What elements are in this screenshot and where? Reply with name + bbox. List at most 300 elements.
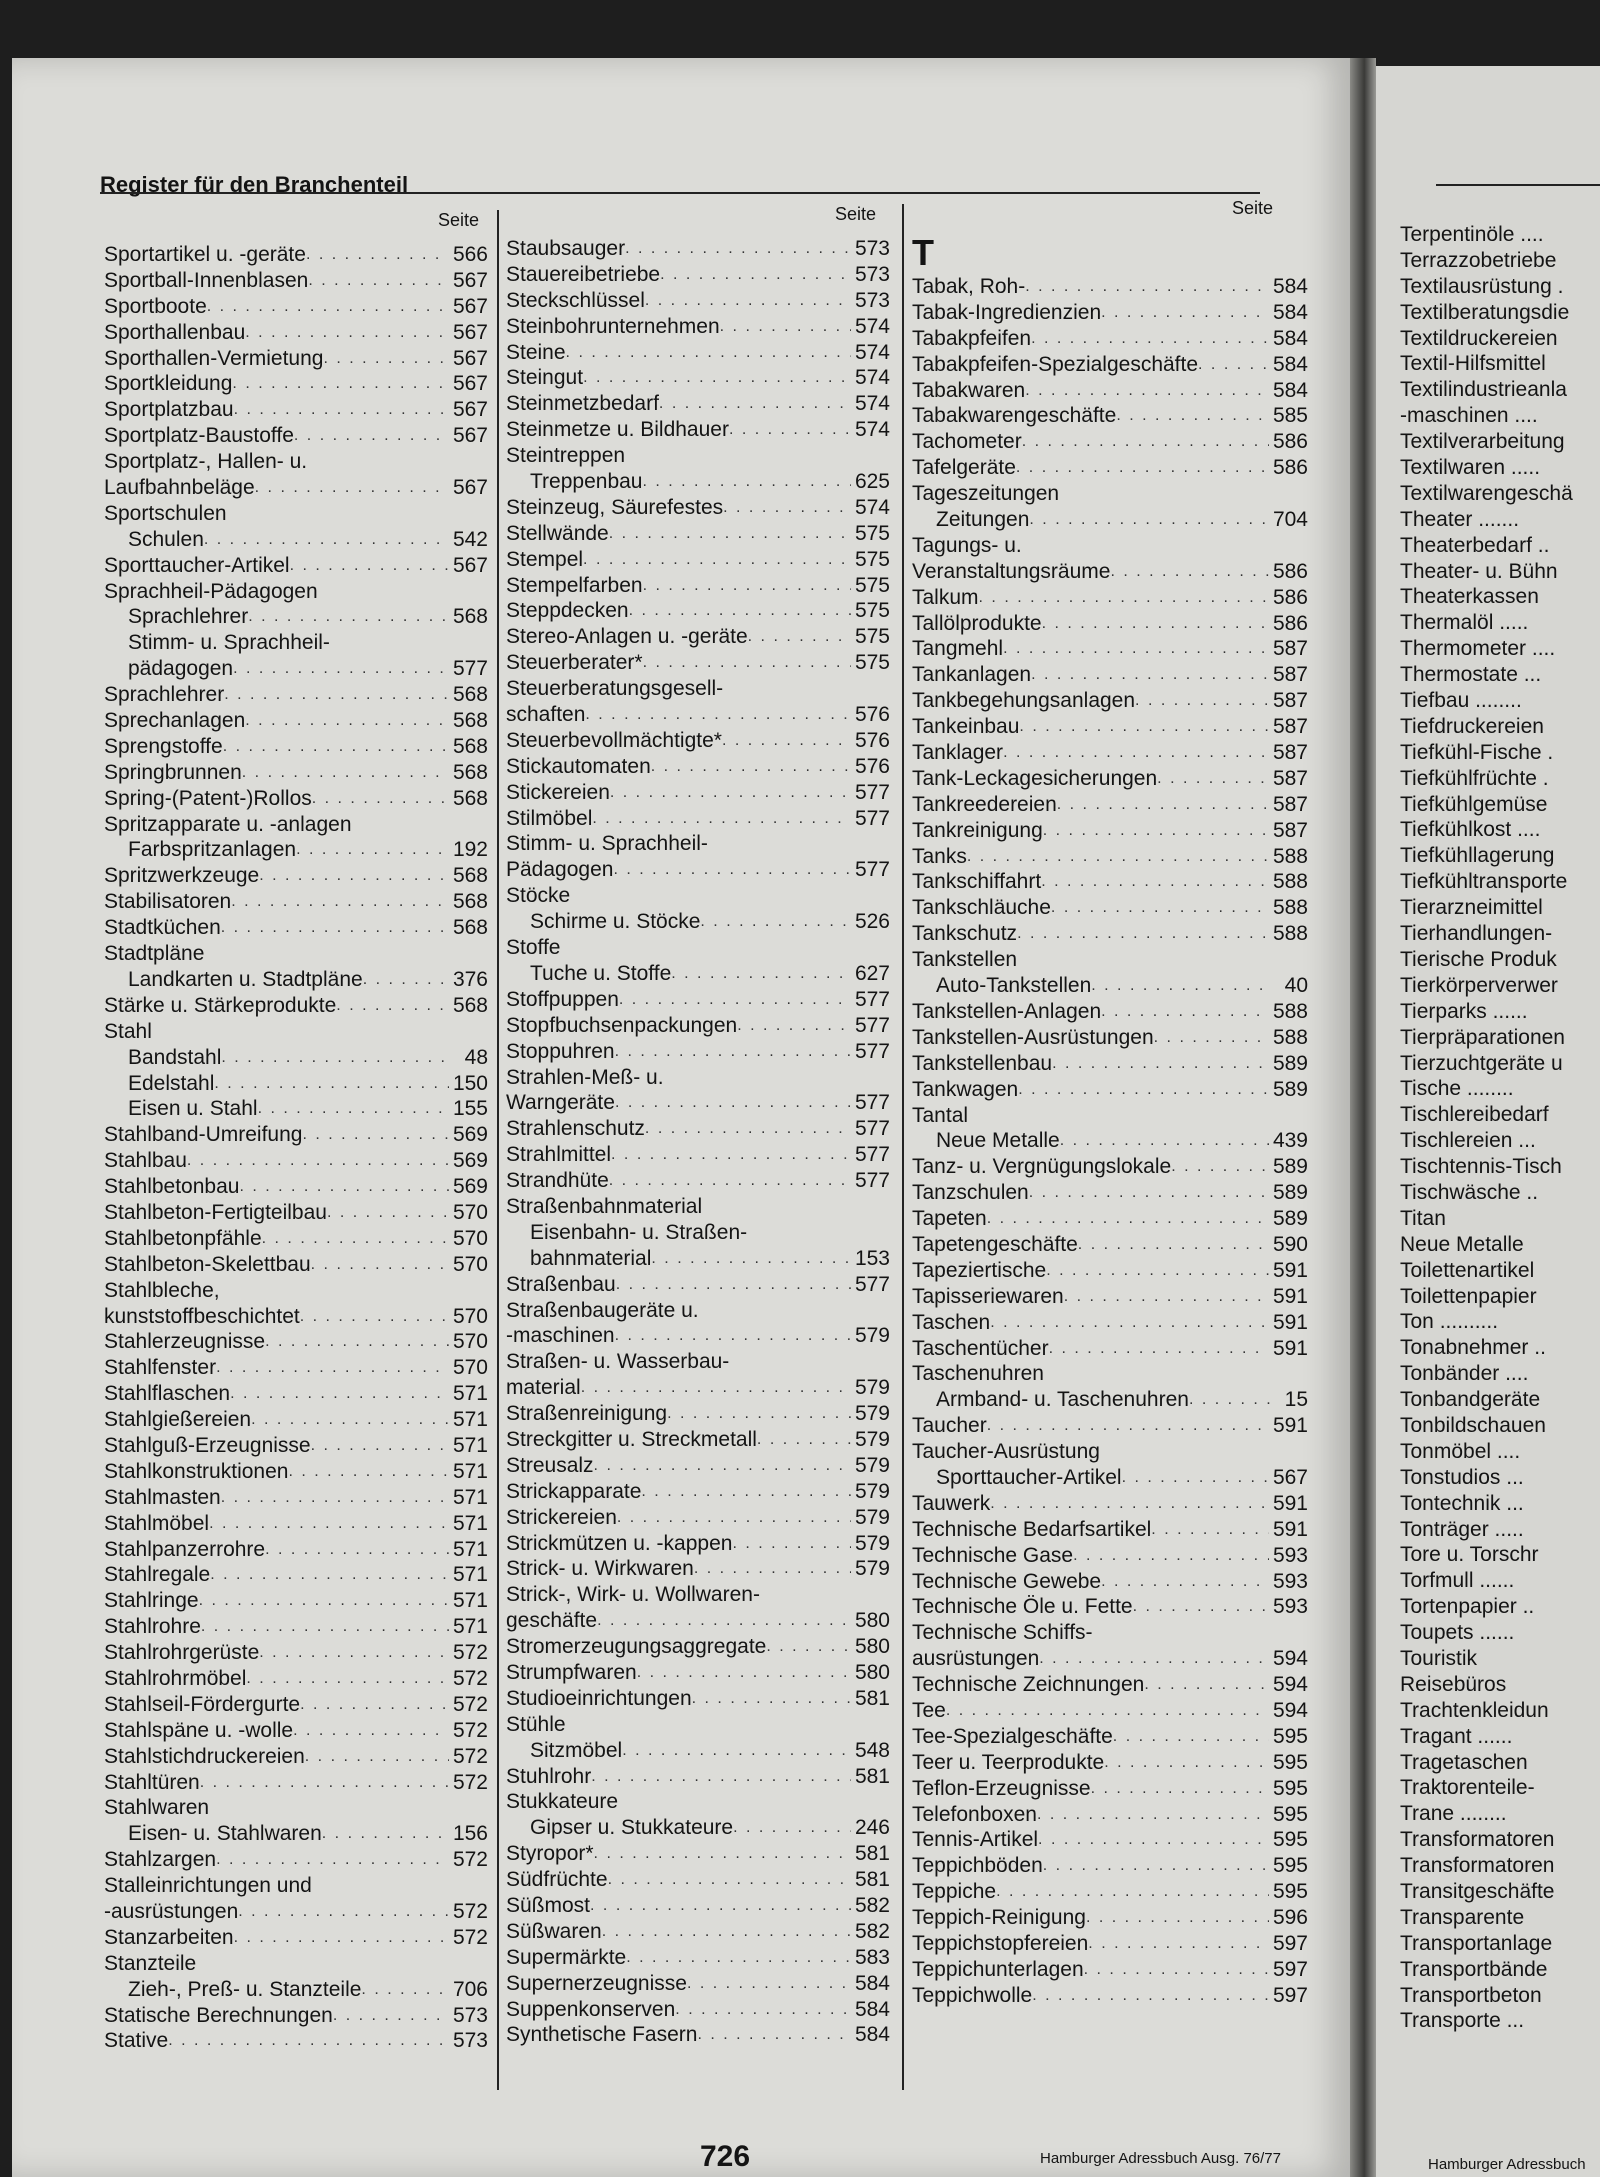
- entry-label: Stahlbeton-Skelettbau: [104, 1252, 311, 1276]
- dot-leader: [302, 1122, 449, 1148]
- entry-page-number: 577: [452, 657, 488, 681]
- index-entry: [104, 1122, 488, 1148]
- entry-page-number: 585: [1272, 404, 1308, 428]
- index-entry: [912, 1827, 1308, 1853]
- entry-page-number: 595: [1272, 1828, 1308, 1852]
- entry-label: Steuerberater*: [506, 651, 643, 675]
- next-page-entry: Traktorenteile-: [1400, 1776, 1535, 1800]
- next-page-entry: Tore u. Torschr: [1400, 1543, 1539, 1567]
- dot-leader: [255, 475, 449, 501]
- dot-leader: [336, 993, 449, 1019]
- entry-label: Sportplatz-Baustoffe: [104, 424, 294, 448]
- index-entry: [506, 443, 890, 469]
- dot-leader: [615, 1323, 851, 1349]
- dot-leader: [616, 1272, 851, 1298]
- dot-leader: [987, 1206, 1269, 1232]
- dot-leader: [1049, 1336, 1269, 1362]
- index-entry: [506, 883, 890, 909]
- index-entry: [912, 1879, 1308, 1905]
- entry-label: schaften: [506, 703, 586, 727]
- dot-leader: [1104, 1750, 1269, 1776]
- dot-leader: [1101, 300, 1269, 326]
- entry-page-number: 153: [854, 1246, 890, 1270]
- entry-page-number: 579: [854, 1402, 890, 1426]
- entry-page-number: 581: [854, 1842, 890, 1866]
- index-entry: [912, 1232, 1308, 1258]
- dot-leader: [1101, 999, 1269, 1025]
- entry-label: Tankbegehungsanlagen: [912, 689, 1136, 713]
- seite-label-col1: Seite: [438, 210, 480, 230]
- entry-label: Steintreppen: [506, 444, 626, 468]
- entry-page-number: 571: [452, 1615, 488, 1639]
- dot-leader: [1019, 714, 1269, 740]
- entry-label: Strahlmittel: [506, 1143, 612, 1167]
- entry-label: Stahlbetonpfähle: [104, 1226, 262, 1250]
- entry-label: Stahlspäne u. -wolle: [104, 1718, 294, 1742]
- entry-page-number: 570: [452, 1200, 488, 1224]
- entry-page-number: 568: [452, 760, 488, 784]
- entry-label: Tabakpfeifen-Spezialgeschäfte: [912, 352, 1199, 376]
- dot-leader: [1032, 1983, 1269, 2009]
- dot-leader: [323, 346, 448, 372]
- dot-leader: [327, 1200, 449, 1226]
- entry-page-number: 573: [452, 2029, 488, 2053]
- index-entry: [104, 967, 488, 993]
- index-entry: [506, 702, 890, 728]
- entry-page-number: 567: [452, 346, 488, 370]
- index-entry: [506, 1116, 890, 1142]
- entry-page-number: 587: [1272, 792, 1308, 816]
- entry-label: Taucher-Ausrüstung: [912, 1440, 1100, 1464]
- dot-leader: [259, 1640, 449, 1666]
- entry-page-number: 576: [854, 728, 890, 752]
- entry-page-number: 593: [1272, 1543, 1308, 1567]
- index-entry: [506, 1401, 890, 1427]
- next-page-entry: Tischwäsche ..: [1400, 1180, 1539, 1204]
- index-entry: [104, 1640, 488, 1666]
- entry-label: Straßen- u. Wasserbau-: [506, 1350, 730, 1374]
- index-entry: [912, 1517, 1308, 1543]
- entry-label: Tapeziertische: [912, 1258, 1047, 1282]
- entry-page-number: 580: [854, 1609, 890, 1633]
- entry-page-number: 155: [452, 1097, 488, 1121]
- entry-label: Supermärkte: [506, 1945, 627, 1969]
- entry-label: Neue Metalle: [936, 1129, 1060, 1153]
- next-page-entry: Tonabnehmer ..: [1400, 1336, 1546, 1360]
- dot-leader: [597, 1608, 851, 1634]
- entry-label: pädagogen: [128, 657, 234, 681]
- entry-page-number: 575: [854, 547, 890, 571]
- entry-page-number: 584: [1272, 326, 1308, 350]
- entry-label: Stahlzargen: [104, 1848, 217, 1872]
- entry-page-number: 567: [452, 553, 488, 577]
- next-page-entry: Tonträger .....: [1400, 1517, 1524, 1541]
- next-page-entry: Toilettenartikel: [1400, 1258, 1535, 1282]
- dot-leader: [692, 1686, 851, 1712]
- entry-label: Spritzapparate u. -anlagen: [104, 812, 352, 836]
- dot-leader: [245, 320, 449, 346]
- entry-page-number: 587: [1272, 818, 1308, 842]
- column-divider-1: [497, 210, 499, 2090]
- entry-page-number: 571: [452, 1382, 488, 1406]
- entry-label: Eisenbahn- u. Straßen-: [530, 1220, 748, 1244]
- dot-leader: [615, 1039, 851, 1065]
- index-entry: [506, 1272, 890, 1298]
- next-page-entry: Textilindustrieanla: [1400, 378, 1567, 402]
- index-entry: [912, 973, 1308, 999]
- entry-label: Tanzschulen: [912, 1181, 1029, 1205]
- dot-leader: [204, 527, 449, 553]
- dot-leader: [694, 1556, 851, 1582]
- dot-leader: [1135, 688, 1269, 714]
- next-page-entry: Trane ........: [1400, 1802, 1507, 1826]
- index-entry: [506, 1971, 890, 1997]
- entry-label: Veranstaltungsräume: [912, 559, 1111, 583]
- entry-label: Tanks: [912, 844, 967, 868]
- entry-label: Taucher: [912, 1414, 987, 1438]
- index-entry: [912, 481, 1308, 507]
- entry-page-number: 591: [1272, 1414, 1308, 1438]
- entry-page-number: 595: [1272, 1724, 1308, 1748]
- index-entry: [912, 1051, 1308, 1077]
- index-entry: [104, 1873, 488, 1899]
- dot-leader: [239, 1174, 448, 1200]
- index-entry: [104, 449, 488, 475]
- entry-label: Studioeinrichtungen: [506, 1686, 692, 1710]
- index-entry: [912, 921, 1308, 947]
- dot-leader: [619, 987, 851, 1013]
- dot-leader: [1091, 973, 1270, 999]
- entry-page-number: 150: [452, 1071, 488, 1095]
- next-page-entry: Tierarzneimittel: [1400, 896, 1543, 920]
- index-entry: [506, 1867, 890, 1893]
- entry-page-number: 574: [854, 314, 890, 338]
- entry-page-number: 574: [854, 340, 890, 364]
- index-entry: [104, 760, 488, 786]
- index-entry: [506, 1479, 890, 1505]
- entry-label: Tagungs- u.: [912, 533, 1022, 557]
- entry-page-number: 574: [854, 495, 890, 519]
- entry-label: Straßenbau: [506, 1272, 616, 1296]
- index-entry: [506, 831, 890, 857]
- next-page-entry: Thermostate ...: [1400, 663, 1542, 687]
- entry-page-number: 568: [452, 993, 488, 1017]
- index-entry: [912, 1905, 1308, 1931]
- index-entry: [104, 2028, 488, 2054]
- entry-label: Stahlringe: [104, 1589, 199, 1613]
- next-page-entry: Tiefkühl-Fische .: [1400, 740, 1554, 764]
- entry-label: Tuche u. Stoffe: [530, 961, 672, 985]
- dot-leader: [592, 806, 851, 832]
- dot-leader: [651, 1246, 851, 1272]
- entry-label: Talkum: [912, 585, 979, 609]
- entry-page-number: 586: [1272, 456, 1308, 480]
- index-entry: [912, 1491, 1308, 1517]
- entry-page-number: 542: [452, 527, 488, 551]
- entry-label: Tangmehl: [912, 637, 1004, 661]
- next-page-entry: Textilwaren .....: [1400, 456, 1541, 480]
- index-entry: [912, 1957, 1308, 1983]
- entry-page-number: 587: [1272, 766, 1308, 790]
- dot-leader: [733, 1815, 851, 1841]
- entry-label: Tachometer: [912, 430, 1022, 454]
- dot-leader: [1025, 274, 1269, 300]
- dot-leader: [651, 754, 851, 780]
- index-entry: [104, 837, 488, 863]
- dot-leader: [308, 268, 449, 294]
- entry-page-number: 577: [854, 1013, 890, 1037]
- dot-leader: [216, 1847, 449, 1873]
- next-page-entry: Theaterkassen: [1400, 585, 1539, 609]
- dot-leader: [1073, 1543, 1269, 1569]
- entry-label: Steuerbevollmächtigte*: [506, 728, 722, 752]
- entry-label: Tee: [912, 1698, 946, 1722]
- dot-leader: [259, 863, 449, 889]
- next-page-entry: Tierische Produk: [1400, 947, 1557, 971]
- next-page-entry: Tiefbau ........: [1400, 689, 1522, 713]
- entry-page-number: 589: [1272, 1207, 1308, 1231]
- entry-label: Streckgitter u. Streckmetall: [506, 1427, 757, 1451]
- dot-leader: [594, 1841, 851, 1867]
- index-entry: [506, 236, 890, 262]
- entry-page-number: 567: [452, 372, 488, 396]
- dot-leader: [687, 1971, 851, 1997]
- index-entry: [506, 806, 890, 832]
- entry-page-number: 589: [1272, 1077, 1308, 1101]
- entry-page-number: 577: [854, 806, 890, 830]
- index-entry: [912, 1672, 1308, 1698]
- entry-label: Süßmost: [506, 1894, 591, 1917]
- index-entry: [104, 1096, 488, 1122]
- index-entry: [104, 604, 488, 630]
- entry-label: Zieh-, Preß- u. Stanzteile: [128, 1977, 362, 2001]
- dot-leader: [1003, 740, 1269, 766]
- index-entry: [104, 1718, 488, 1744]
- entry-page-number: 575: [854, 521, 890, 545]
- entry-label: Spritzwerkzeuge: [104, 864, 260, 888]
- entry-page-number: 571: [452, 1459, 488, 1483]
- entry-label: Supernerzeugnisse: [506, 1971, 687, 1995]
- entry-label: Straßenreinigung: [506, 1402, 668, 1426]
- dot-leader: [1101, 1569, 1269, 1595]
- index-entry: [506, 1505, 890, 1531]
- dot-leader: [990, 1310, 1269, 1336]
- dot-leader: [209, 1511, 449, 1537]
- next-page-entry: Tischtennis-Tisch: [1400, 1155, 1562, 1179]
- index-entry: [912, 947, 1308, 973]
- entry-page-number: 584: [1272, 275, 1308, 298]
- index-entry: [912, 895, 1308, 921]
- entry-label: Stanzarbeiten: [104, 1925, 234, 1949]
- index-entry: [506, 1608, 890, 1634]
- index-entry: [506, 1531, 890, 1557]
- entry-label: Stahlband-Umreifung: [104, 1123, 303, 1147]
- index-entry: [104, 1951, 488, 1977]
- entry-page-number: 573: [854, 288, 890, 312]
- dot-leader: [242, 760, 449, 786]
- next-page-entry: Tiefkühlgemüse: [1400, 792, 1548, 816]
- dot-leader: [645, 288, 851, 314]
- dot-leader: [1122, 1465, 1269, 1491]
- index-entry: [912, 1931, 1308, 1957]
- dot-leader: [1057, 792, 1269, 818]
- dot-leader: [363, 967, 449, 993]
- index-entry: [912, 1387, 1308, 1413]
- entry-label: Steinmetze u. Bildhauer: [506, 418, 729, 442]
- dot-leader: [722, 728, 851, 754]
- entry-label: Zeitungen: [936, 508, 1030, 532]
- index-entry: [506, 340, 890, 366]
- entry-page-number: 582: [854, 1919, 890, 1943]
- entry-label: Teppichböden: [912, 1854, 1043, 1878]
- entry-label: Technische Zeichnungen: [912, 1673, 1145, 1697]
- entry-label: Synthetische Fasern: [506, 2023, 698, 2047]
- dot-leader: [306, 242, 449, 268]
- index-entry: [912, 403, 1308, 429]
- index-entry: [912, 1077, 1308, 1103]
- entry-label: Straßenbaugeräte u.: [506, 1298, 699, 1322]
- dot-leader: [637, 1660, 851, 1686]
- entry-page-number: 575: [854, 573, 890, 597]
- entry-label: Sportschulen: [104, 501, 227, 525]
- dot-leader: [305, 1744, 449, 1770]
- entry-page-number: 589: [1272, 1181, 1308, 1205]
- index-entry: [104, 941, 488, 967]
- entry-page-number: 584: [854, 1971, 890, 1995]
- index-column-2: [506, 236, 890, 2048]
- entry-label: kunststoffbeschichtet: [104, 1304, 300, 1328]
- entry-label: Sitzmöbel: [530, 1738, 623, 1762]
- dot-leader: [1043, 1853, 1269, 1879]
- index-entry: [104, 1692, 488, 1718]
- next-page-entry: Tonbildschauen: [1400, 1413, 1546, 1437]
- next-page-entry: Theater .......: [1400, 507, 1520, 531]
- entry-label: Stärke u. Stärkeprodukte: [104, 993, 337, 1017]
- entry-label: Auto-Tankstellen: [936, 974, 1092, 998]
- entry-page-number: 579: [854, 1531, 890, 1555]
- next-page-entry: Tortenpapier ..: [1400, 1595, 1535, 1619]
- entry-page-number: 573: [452, 2003, 488, 2027]
- index-entry: [506, 1013, 890, 1039]
- entry-label: Tankreedereien: [912, 792, 1057, 816]
- index-entry: [912, 999, 1308, 1025]
- column-divider-2: [902, 204, 904, 2090]
- next-page-header-rule: [1436, 184, 1600, 186]
- dot-leader: [1198, 352, 1269, 378]
- entry-page-number: 567: [452, 476, 488, 500]
- index-entry: [104, 1666, 488, 1692]
- entry-label: Technische Bedarfsartikel: [912, 1517, 1152, 1541]
- next-page-entry: Tiefkühllagerung: [1400, 844, 1555, 868]
- entry-label: Pädagogen: [506, 858, 614, 882]
- entry-label: Stuhlrohr: [506, 1764, 592, 1788]
- entry-label: Stellwände: [506, 521, 609, 545]
- index-entry: [912, 1698, 1308, 1724]
- next-page-entry: Tiefkühlkost ....: [1400, 818, 1541, 842]
- dot-leader: [737, 1013, 851, 1039]
- index-entry: [912, 611, 1308, 637]
- dot-leader: [611, 1142, 851, 1168]
- index-entry: [506, 1142, 890, 1168]
- dot-leader: [1025, 378, 1269, 404]
- dot-leader: [609, 1168, 851, 1194]
- entry-label: Schulen: [128, 527, 204, 551]
- entry-label: Stahlbetonbau: [104, 1175, 240, 1199]
- index-entry: [104, 630, 488, 656]
- entry-page-number: 568: [452, 916, 488, 940]
- dot-leader: [590, 1893, 851, 1919]
- index-entry: [912, 1983, 1308, 2009]
- index-entry: [104, 553, 488, 579]
- dot-leader: [199, 1588, 449, 1614]
- dot-leader: [265, 1329, 449, 1355]
- entry-page-number: 572: [452, 1641, 488, 1665]
- entry-label: Sportkleidung: [104, 372, 233, 396]
- index-entry: [104, 579, 488, 605]
- index-entry: [104, 1355, 488, 1381]
- next-page-entry: Tontechnik ...: [1400, 1491, 1524, 1515]
- entry-page-number: 594: [1272, 1698, 1308, 1722]
- index-entry: [912, 1361, 1308, 1387]
- index-entry: [506, 1090, 890, 1116]
- dot-leader: [1042, 611, 1269, 637]
- entry-page-number: 567: [452, 424, 488, 448]
- index-entry: [506, 2022, 890, 2048]
- book-gutter: [1350, 58, 1376, 2177]
- entry-page-number: 571: [452, 1563, 488, 1587]
- entry-label: Sprachheil-Pädagogen: [104, 579, 318, 603]
- index-entry: [506, 1220, 890, 1246]
- index-entry: [912, 1180, 1308, 1206]
- entry-page-number: 579: [854, 1505, 890, 1529]
- index-entry: [912, 378, 1308, 404]
- entry-page-number: 594: [1272, 1647, 1308, 1671]
- entry-label: Teppichstopfereien: [912, 1932, 1089, 1955]
- entry-label: Styropor*: [506, 1842, 594, 1866]
- index-entry: [104, 1019, 488, 1045]
- next-page-entry: Transformatoren: [1400, 1828, 1555, 1852]
- entry-page-number: 589: [1272, 1051, 1308, 1075]
- entry-label: Sportartikel u. -geräte: [104, 243, 306, 266]
- dot-leader: [251, 1407, 449, 1433]
- entry-page-number: 567: [452, 320, 488, 344]
- dot-leader: [757, 1427, 851, 1453]
- entry-label: Teppichunterlagen: [912, 1957, 1084, 1981]
- entry-page-number: 588: [1272, 896, 1308, 920]
- index-entry: [104, 1200, 488, 1226]
- entry-label: Strick-, Wirk- u. Wollwaren-: [506, 1583, 760, 1607]
- entry-label: Eisen u. Stahl: [128, 1097, 258, 1121]
- index-entry: [506, 1919, 890, 1945]
- next-page-footer: Hamburger Adressbuch: [1428, 2156, 1586, 2173]
- seite-label-col3: Seite: [1232, 198, 1274, 218]
- index-entry: [104, 1407, 488, 1433]
- dot-leader: [1151, 1517, 1269, 1543]
- next-page-entry: Tragetaschen: [1400, 1750, 1528, 1774]
- dot-leader: [625, 236, 851, 262]
- entry-label: Schirme u. Stöcke: [530, 910, 701, 934]
- entry-page-number: 704: [1272, 508, 1308, 532]
- index-entry: [104, 812, 488, 838]
- index-entry: [104, 656, 488, 682]
- entry-label: Staubsauger: [506, 237, 626, 260]
- index-entry: [104, 1744, 488, 1770]
- entry-label: Sprachlehrer: [128, 605, 249, 629]
- dot-leader: [187, 1148, 449, 1174]
- dot-leader: [732, 1531, 851, 1557]
- entry-page-number: 584: [854, 2023, 890, 2047]
- dot-leader: [201, 1614, 449, 1640]
